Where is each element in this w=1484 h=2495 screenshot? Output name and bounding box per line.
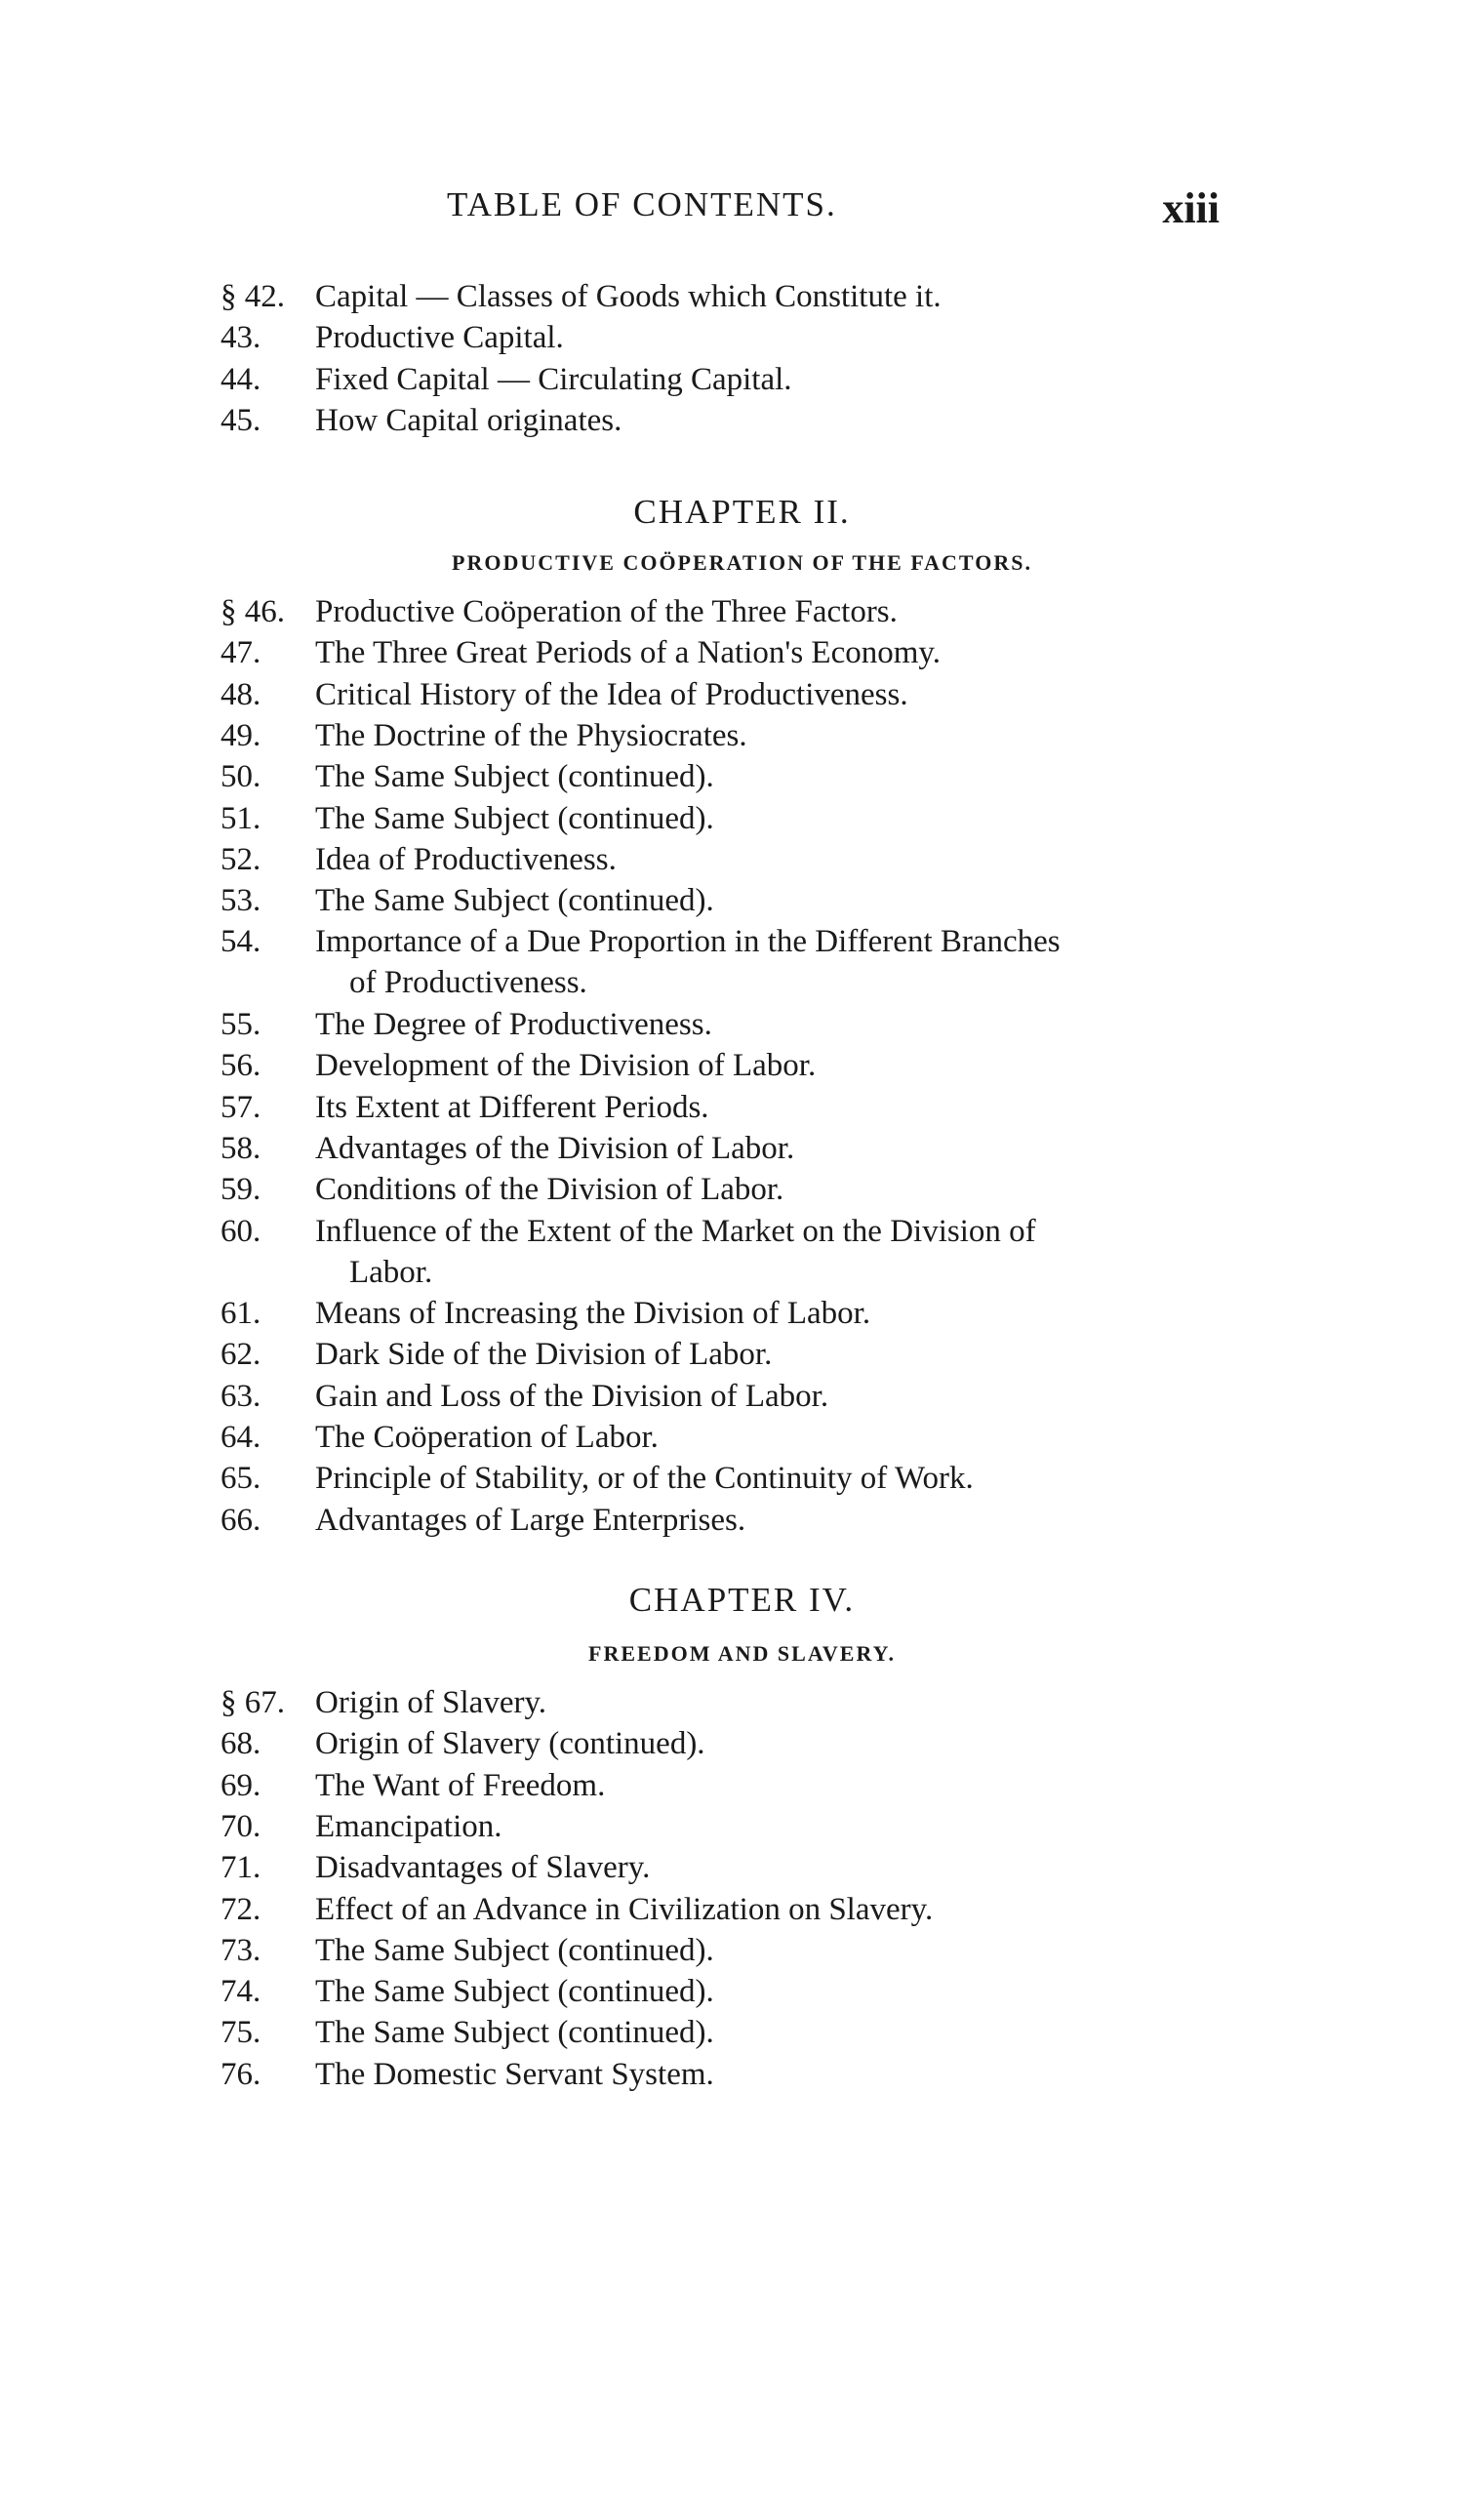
section-title: Influence of the Extent of the Market on the Division of [315, 1213, 1036, 1249]
section-title: The Same Subject (continued). [315, 1932, 714, 1968]
section-title: Origin of Slavery (continued). [315, 1726, 705, 1762]
page-number: xiii [1162, 184, 1220, 232]
section-title-continuation: Labor. [349, 1254, 433, 1290]
section-title: How Capital originates. [315, 402, 622, 438]
section-title: The Want of Freedom. [315, 1767, 606, 1803]
section-number: 49. [221, 717, 261, 753]
section-title: Origin of Slavery. [315, 1685, 547, 1720]
chapter-heading-ii: CHAPTER II. [633, 493, 851, 531]
section-number: 45. [221, 402, 261, 438]
section-title: Disadvantages of Slavery. [315, 1850, 651, 1886]
section-number: 51. [221, 800, 261, 836]
section-title: The Same Subject (continued). [315, 2015, 714, 2051]
section-title: The Domestic Servant System. [315, 2056, 714, 2092]
section-title: The Same Subject (continued). [315, 883, 714, 919]
section-title: Productive Coöperation of the Three Factors. [315, 594, 898, 629]
section-number: 57. [221, 1089, 261, 1125]
section-title: The Same Subject (continued). [315, 759, 714, 795]
section-number: 58. [221, 1130, 261, 1166]
section-title-continuation: of Productiveness. [349, 965, 587, 1001]
section-number: 75. [221, 2015, 261, 2051]
section-title: Critical History of the Idea of Productiveness. [315, 676, 908, 712]
section-number: 73. [221, 1932, 261, 1968]
section-number: 74. [221, 1974, 261, 2010]
section-number: 64. [221, 1420, 261, 1455]
section-number: 60. [221, 1213, 261, 1249]
section-number: 63. [221, 1378, 261, 1414]
section-title: Means of Increasing the Division of Labor. [315, 1296, 871, 1332]
section-number: 54. [221, 924, 261, 960]
section-number: § 67. [221, 1685, 285, 1720]
section-number: 68. [221, 1726, 261, 1762]
section-title: The Three Great Periods of a Nation's Economy. [315, 635, 942, 671]
section-number: 55. [221, 1007, 261, 1042]
section-number: 69. [221, 1767, 261, 1803]
section-number: 65. [221, 1461, 261, 1497]
section-number: 56. [221, 1048, 261, 1084]
section-number: 71. [221, 1850, 261, 1886]
section-title: Principle of Stability, or of the Continuity of Work. [315, 1461, 974, 1497]
chapter-subtitle-ii: PRODUCTIVE COÖPERATION OF THE FACTORS. [452, 550, 1032, 575]
section-title: Effect of an Advance in Civilization on Slavery. [315, 1891, 934, 1927]
section-title: Advantages of Large Enterprises. [315, 1502, 746, 1538]
section-title: The Same Subject (continued). [315, 800, 714, 836]
section-title: Conditions of the Division of Labor. [315, 1172, 784, 1208]
section-title: Emancipation. [315, 1808, 502, 1844]
chapter-heading-iv: CHAPTER IV. [628, 1581, 856, 1619]
page-header [234, 185, 1220, 244]
section-number: 50. [221, 759, 261, 795]
section-title: Idea of Productiveness. [315, 841, 617, 877]
section-number: 66. [221, 1502, 261, 1538]
section-number: 47. [221, 635, 261, 671]
section-title: Importance of a Due Proportion in the Different Branches [315, 924, 1061, 960]
section-number: § 46. [221, 594, 285, 629]
chapter-subtitle-iv: FREEDOM AND SLAVERY. [588, 1641, 896, 1666]
section-number: 43. [221, 320, 261, 356]
section-number: 48. [221, 676, 261, 712]
section-number: 76. [221, 2056, 261, 2092]
section-number: 61. [221, 1296, 261, 1332]
section-title: Gain and Loss of the Division of Labor. [315, 1378, 829, 1414]
section-title: Capital — Classes of Goods which Constitute it. [315, 279, 942, 314]
section-title: The Coöperation of Labor. [315, 1420, 659, 1455]
running-head: TABLE OF CONTENTS. [447, 185, 837, 223]
section-title: The Degree of Productiveness. [315, 1007, 712, 1042]
section-number: 44. [221, 361, 261, 397]
section-title: Productive Capital. [315, 320, 564, 356]
section-number: 52. [221, 841, 261, 877]
section-title: Fixed Capital — Circulating Capital. [315, 361, 792, 397]
section-title: Development of the Division of Labor. [315, 1048, 817, 1084]
section-number: 70. [221, 1808, 261, 1844]
section-number: 62. [221, 1337, 261, 1373]
section-number: 72. [221, 1891, 261, 1927]
section-title: The Same Subject (continued). [315, 1974, 714, 2010]
section-title: Advantages of the Division of Labor. [315, 1130, 795, 1166]
section-number: 53. [221, 883, 261, 919]
section-number: 59. [221, 1172, 261, 1208]
section-title: Its Extent at Different Periods. [315, 1089, 709, 1125]
section-number: § 42. [221, 279, 285, 314]
section-title: The Doctrine of the Physiocrates. [315, 717, 747, 753]
section-title: Dark Side of the Division of Labor. [315, 1337, 773, 1373]
